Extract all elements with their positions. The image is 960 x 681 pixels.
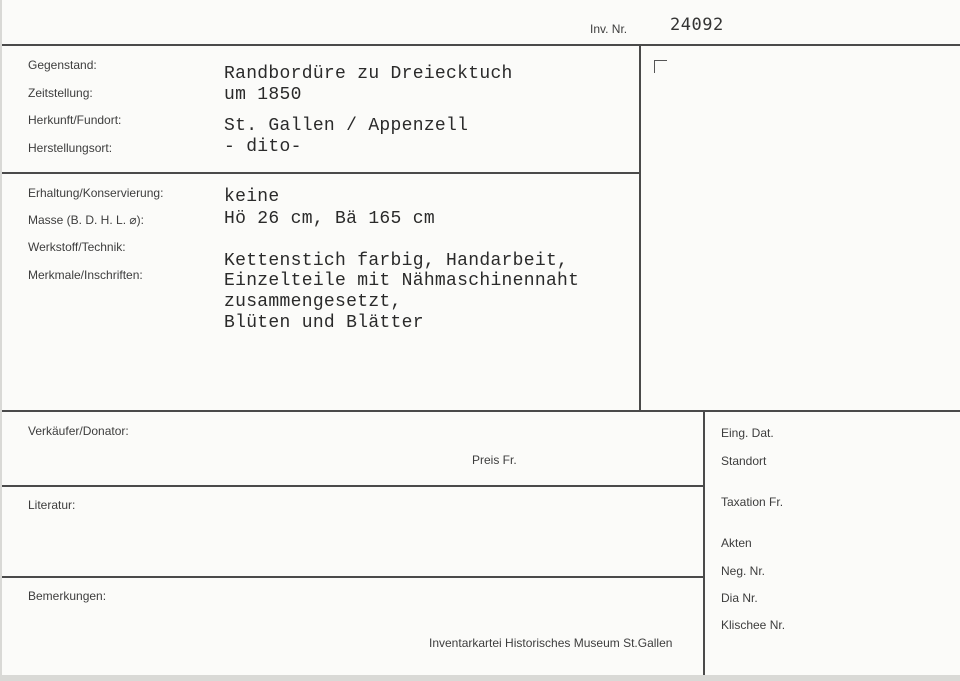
label-bemerkungen: Bemerkungen: bbox=[28, 589, 107, 603]
label-taxation: Taxation Fr. bbox=[721, 495, 784, 509]
value-herkunft: St. Gallen / Appenzell bbox=[224, 116, 469, 136]
label-erhaltung: Erhaltung/Konservierung: bbox=[28, 186, 164, 200]
value-technik-line-1: Kettenstich farbig, Handarbeit, bbox=[224, 251, 569, 271]
footer-museum-name: Inventarkartei Historisches Museum St.Gallen bbox=[429, 636, 673, 650]
value-erhaltung: keine bbox=[224, 187, 280, 207]
label-gegenstand: Gegenstand: bbox=[28, 58, 97, 72]
value-zeitstellung: um 1850 bbox=[224, 85, 302, 105]
label-zeitstellung: Zeitstellung: bbox=[28, 86, 93, 100]
value-herstellungsort: - dito- bbox=[224, 137, 302, 157]
value-technik-line-2: Einzelteile mit Nähmaschinennaht bbox=[224, 271, 580, 291]
label-dia-nr: Dia Nr. bbox=[721, 591, 758, 605]
rule-verkaeufer-bottom bbox=[2, 485, 704, 487]
inv-number-label: Inv. Nr. bbox=[590, 22, 628, 36]
rule-section1-bottom bbox=[2, 172, 640, 174]
label-literatur: Literatur: bbox=[28, 498, 76, 512]
value-technik-line-4: Blüten und Blätter bbox=[224, 313, 424, 333]
label-eing-dat: Eing. Dat. bbox=[721, 426, 774, 440]
label-merkmale: Merkmale/Inschriften: bbox=[28, 268, 143, 282]
inventory-card bbox=[2, 0, 960, 675]
label-herstellungsort: Herstellungsort: bbox=[28, 141, 113, 155]
value-masse: Hö 26 cm, Bä 165 cm bbox=[224, 209, 435, 229]
rule-top bbox=[2, 44, 960, 46]
inv-number-value: 24092 bbox=[670, 15, 724, 35]
label-neg-nr: Neg. Nr. bbox=[721, 564, 766, 578]
label-standort: Standort bbox=[721, 454, 767, 468]
label-herkunft: Herkunft/Fundort: bbox=[28, 113, 122, 127]
label-masse: Masse (B. D. H. L. ⌀): bbox=[28, 213, 144, 227]
label-klischee-nr: Klischee Nr. bbox=[721, 618, 786, 632]
rule-section2-bottom bbox=[2, 410, 960, 412]
rule-upper-vertical bbox=[639, 44, 641, 412]
label-werkstoff: Werkstoff/Technik: bbox=[28, 240, 126, 254]
label-akten: Akten bbox=[721, 536, 752, 550]
rule-lower-vertical bbox=[703, 410, 705, 675]
value-gegenstand: Randbordüre zu Dreiecktuch bbox=[224, 64, 513, 84]
label-preis: Preis Fr. bbox=[472, 453, 517, 467]
photo-corner-mark bbox=[654, 60, 667, 73]
value-technik-line-3: zusammengesetzt, bbox=[224, 292, 402, 312]
label-verkaeufer: Verkäufer/Donator: bbox=[28, 424, 129, 438]
rule-literatur-bottom bbox=[2, 576, 704, 578]
